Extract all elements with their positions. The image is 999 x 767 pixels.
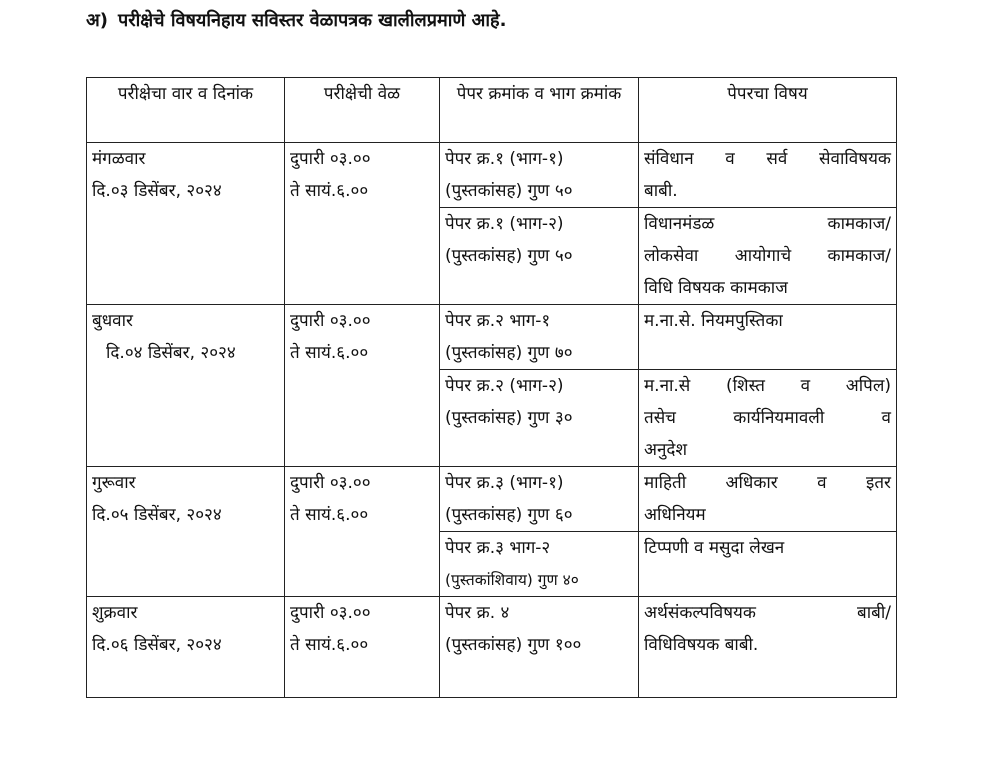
paper-cell (440, 370, 639, 467)
day-date-cell (87, 597, 285, 698)
exam-schedule-table (86, 77, 897, 698)
time-cell (285, 143, 440, 305)
paper-marks: (पुस्तकांसह) गुण ५० (445, 181, 573, 201)
heading-marker: अ) (86, 10, 108, 31)
subject-line: तसेच कार्यनियमावली व (644, 408, 891, 428)
time-end: ते सायं.६.०० (290, 343, 369, 363)
exam-date: दि.०५ डिसेंबर, २०२४ (92, 505, 222, 525)
day-name: बुधवार (92, 311, 133, 331)
subject-line: टिप्पणी व मसुदा लेखन (644, 538, 785, 558)
paper-marks: (पुस्तकांसह) गुण ३० (445, 408, 573, 428)
time-start: दुपारी ०३.०० (290, 603, 371, 623)
subject-line: लोकसेवा आयोगाचे कामकाज/ (644, 246, 891, 266)
paper-cell (440, 305, 639, 370)
day-date-cell (87, 467, 285, 597)
time-start: दुपारी ०३.०० (290, 473, 371, 493)
time-end: ते सायं.६.०० (290, 505, 369, 525)
subject-line: अनुदेश (644, 440, 688, 460)
paper-number: पेपर क्र.२ (भाग-२) (445, 376, 564, 396)
subject-cell (639, 532, 897, 597)
exam-date: दि.०६ डिसेंबर, २०२४ (92, 635, 222, 655)
subject-line: अधिनियम (644, 505, 706, 525)
table-row (87, 467, 897, 532)
table-row (87, 597, 897, 698)
time-end: ते सायं.६.०० (290, 635, 369, 655)
day-name: मंगळवार (92, 149, 146, 169)
table-header-row (87, 78, 897, 143)
header-day-date: परीक्षेचा वार व दिनांक (87, 78, 285, 143)
paper-number: पेपर क्र.३ भाग-२ (445, 538, 551, 558)
paper-cell (440, 143, 639, 208)
paper-number: पेपर क्र.३ (भाग-१) (445, 473, 564, 493)
table-row (87, 143, 897, 208)
subject-cell (639, 370, 897, 467)
subject-line: म.ना.से (शिस्त व अपिल) (644, 376, 891, 396)
header-exam-time: परीक्षेची वेळ (285, 78, 440, 143)
heading-text: परीक्षेचे विषयनिहाय सविस्तर वेळापत्रक खालीलप्रमाणे आहे. (117, 10, 507, 31)
paper-number: पेपर क्र.१ (भाग-१) (445, 149, 564, 169)
subject-line: विधिविषयक बाबी. (644, 635, 759, 655)
day-date-cell (87, 305, 285, 467)
subject-cell (639, 597, 897, 698)
subject-cell (639, 143, 897, 208)
subject-cell (639, 305, 897, 370)
paper-number: पेपर क्र.१ (भाग-२) (445, 214, 564, 234)
subject-line: म.ना.से. नियमपुस्तिका (644, 311, 783, 331)
time-end: ते सायं.६.०० (290, 181, 369, 201)
day-name: गुरूवार (92, 473, 136, 493)
header-paper-number: पेपर क्रमांक व भाग क्रमांक (440, 78, 639, 143)
day-date-cell (87, 143, 285, 305)
paper-cell (440, 597, 639, 698)
paper-marks: (पुस्तकांसह) गुण ६० (445, 505, 573, 525)
page-heading (86, 6, 506, 36)
time-cell (285, 467, 440, 597)
subject-line: विधि विषयक कामकाज (644, 278, 788, 298)
exam-date: दि.०४ डिसेंबर, २०२४ (106, 343, 236, 363)
subject-line: बाबी. (644, 181, 678, 201)
header-paper-subject: पेपरचा विषय (639, 78, 897, 143)
subject-line: विधानमंडळ कामकाज/ (644, 214, 891, 234)
exam-date: दि.०३ डिसेंबर, २०२४ (92, 181, 222, 201)
paper-number: पेपर क्र.२ भाग-१ (445, 311, 551, 331)
time-cell (285, 597, 440, 698)
paper-marks: (पुस्तकांसह) गुण १०० (445, 635, 582, 655)
subject-line: संविधान व सर्व सेवाविषयक (644, 149, 891, 169)
paper-marks: (पुस्तकांसह) गुण ७० (445, 343, 573, 363)
subject-cell (639, 208, 897, 305)
table-row (87, 305, 897, 370)
paper-cell (440, 467, 639, 532)
paper-marks: (पुस्तकांसह) गुण ५० (445, 246, 573, 266)
paper-cell (440, 208, 639, 305)
subject-line: अर्थसंकल्पविषयक बाबी/ (644, 603, 891, 623)
paper-number: पेपर क्र. ४ (445, 603, 510, 623)
time-start: दुपारी ०३.०० (290, 149, 371, 169)
day-name: शुक्रवार (92, 603, 138, 623)
paper-marks: (पुस्तकांशिवाय) गुण ४० (445, 571, 579, 589)
subject-cell (639, 467, 897, 532)
paper-cell (440, 532, 639, 597)
time-start: दुपारी ०३.०० (290, 311, 371, 331)
subject-line: माहिती अधिकार व इतर (644, 473, 891, 493)
time-cell (285, 305, 440, 467)
